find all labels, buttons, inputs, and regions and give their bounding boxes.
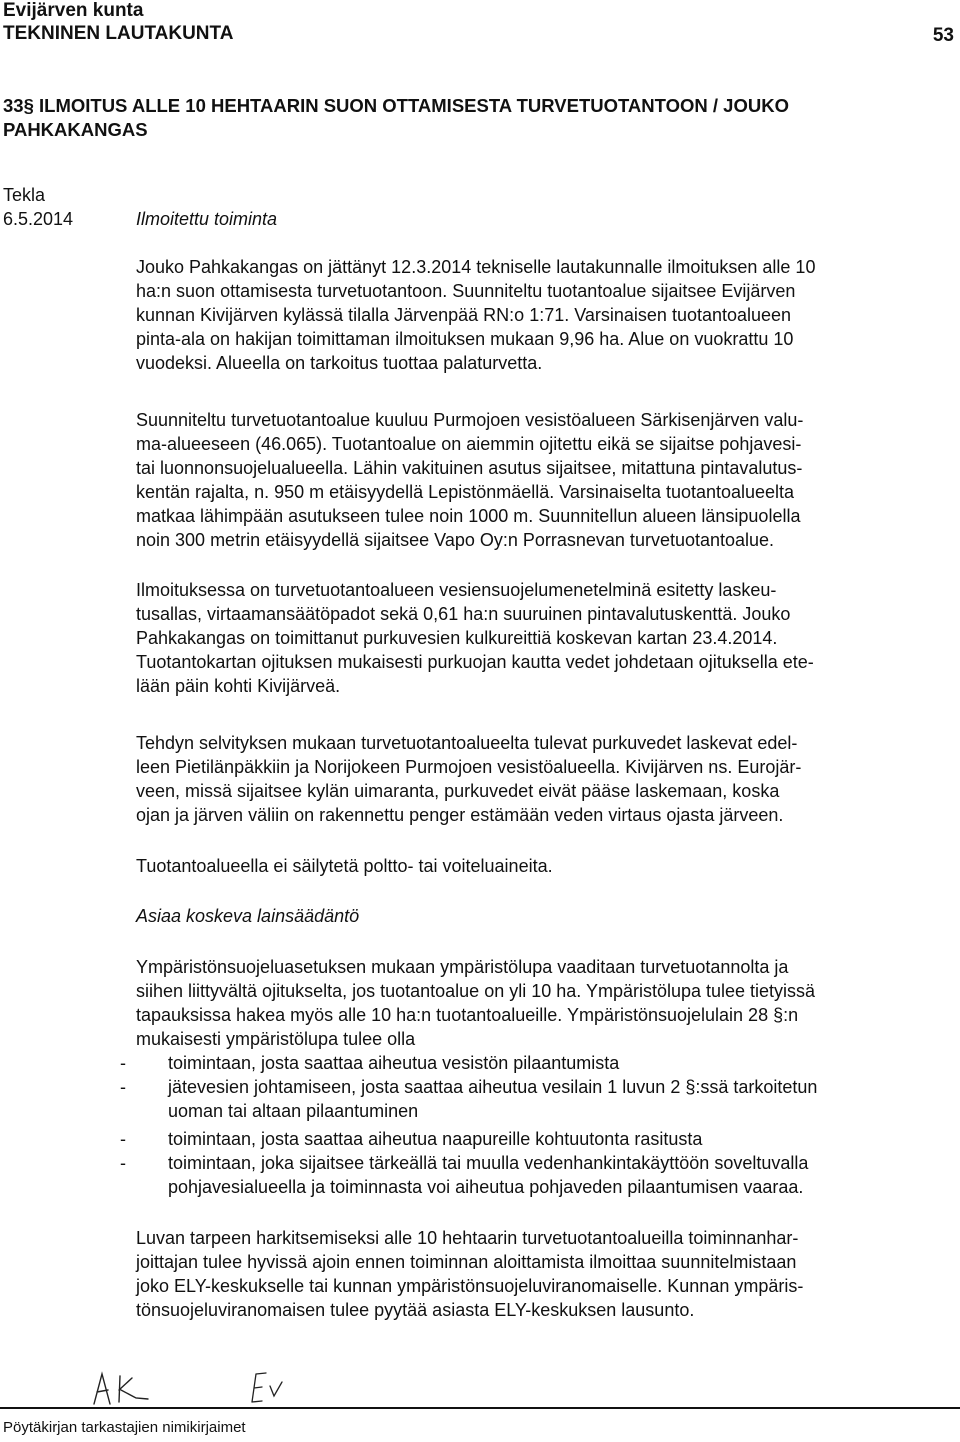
- list-item-text: uoman tai altaan pilaantuminen: [168, 1101, 419, 1121]
- page-number: 53: [932, 25, 954, 46]
- text-line: Tehdyn selvityksen mukaan turvetuotantoalueelta tulevat purkuvedet laskevat edel-: [136, 733, 798, 753]
- text-line: matkaa lähimpään asutukseen tulee noin 1000 m. Suunnitellun alueen länsipuolella: [136, 506, 801, 526]
- document-title: [3, 94, 948, 142]
- text-line: ma-alueeseen (46.065). Tuotantoalue on aiemmin ojitettu eikä se sijaitse pohjavesi-: [136, 434, 802, 454]
- paragraph-2: [136, 408, 951, 552]
- text-line: ojan ja järven väliin on rakennettu penger estämään veden virtaus ojasta järveen.: [136, 805, 784, 825]
- section-heading: Ilmoitettu toiminta: [136, 209, 278, 229]
- text-line: joko ELY-keskukselle tai kunnan ympäristönsuojeluviranomaiselle. Kunnan ympäris-: [136, 1276, 804, 1296]
- text-line: leen Pietilänpäkkiin ja Norijokeen Purmojoen vesistöalueella. Kivijärven ns. Eurojär-: [136, 757, 802, 777]
- paragraph-5: [136, 854, 951, 878]
- text-line: tapauksissa hakea myös alle 10 ha:n tuotantoalueille. Ympäristönsuojelulain 28 §:n: [136, 1005, 799, 1025]
- paragraph-3: [136, 578, 951, 698]
- text-line: vuodeksi. Alueella on tarkoitus tuottaa palaturvetta.: [136, 353, 543, 373]
- list-item-text: pohjavesialueella ja toiminnasta voi aiheutua pohjaveden pilaantumisen vaaraa.: [168, 1177, 804, 1197]
- text-line: Tuotantokartan ojituksen mukaisesti purkuojan kautta vedet johdetaan ojituksella ete-: [136, 652, 814, 672]
- text-line: kentän rajalta, n. 950 m etäisyydellä Lepistönmäellä. Varsinaiselta tuotantoalueelta: [136, 482, 795, 502]
- paragraph-4: [136, 731, 951, 827]
- text-line: ha:n suon ottamisesta turvetuotantoon. Suunniteltu tuotantoalue sijaitsee Evijärven: [136, 281, 796, 301]
- text-line: Tuotantoalueella ei säilytetä poltto- tai voiteluaineita.: [136, 856, 553, 876]
- text-line: Ilmoituksessa on turvetuotantoalueen vesiensuojelumenetelminä esitetty laskeu-: [136, 580, 777, 600]
- text-line: siihen liittyvältä ojitukselta, jos tuotantoalue on yli 10 ha. Ympäristölupa tulee tietyissä: [136, 981, 816, 1001]
- list-item-text: toimintaan, joka sijaitsee tärkeällä tai muulla vedenhankintakäyttöön soveltuvalla: [168, 1153, 809, 1173]
- department-name: TEKNINEN LAUTAKUNTA: [3, 23, 234, 44]
- final-paragraph: [136, 1226, 951, 1322]
- text-line: tai luonnonsuojelualueella. Lähin vakituinen asutus sijaitsee, mitattuna pintavalutus-: [136, 458, 803, 478]
- text-line: kunnan Kivijärven kylässä tilalla Järvenpää RN:o 1:71. Varsinaisen tuotantoalueen: [136, 305, 792, 325]
- paragraph-1: [136, 255, 951, 375]
- footer-divider: [0, 1407, 960, 1409]
- text-line: pinta-ala on hakijan toimittaman ilmoituksen mukaan 9,96 ha. Alue on vuokrattu 10: [136, 329, 794, 349]
- text-line: tusallas, virtaamansäätöpadot sekä 0,61 ha:n suuruinen pintavalutuskenttä. Jouko: [136, 604, 791, 624]
- text-line: Jouko Pahkakangas on jättänyt 12.3.2014 tekniselle lautakunnalle ilmoituksen alle 10: [136, 257, 816, 277]
- handwritten-initials-ev: [242, 1368, 292, 1408]
- footer-label: Pöytäkirjan tarkastajien nimikirjaimet: [3, 1419, 246, 1436]
- text-line: veen, missä sijaitsee kylän uimaranta, purkuvedet eivät pääse laskemaan, koska: [136, 781, 780, 801]
- title-line: PAHKAKANGAS: [3, 119, 148, 140]
- text-line: Luvan tarpeen harkitsemiseksi alle 10 hehtaarin turvetuotantoalueilla toiminnanhar-: [136, 1228, 799, 1248]
- text-line: Suunniteltu turvetuotantoalue kuuluu Purmojoen vesistöalueen Särkisenjärven valu-: [136, 410, 804, 430]
- law-heading: Asiaa koskeva lainsäädäntö: [136, 906, 360, 926]
- text-line: Ympäristönsuojeluasetuksen mukaan ympäristölupa vaaditaan turvetuotannolta ja: [136, 957, 789, 977]
- list-item-text: jätevesien johtamiseen, josta saattaa aiheutua vesilain 1 luvun 2 §:ssä tarkoitetun: [168, 1077, 818, 1097]
- author-label: Tekla: [3, 185, 46, 205]
- text-line: noin 300 metrin etäisyydellä sijaitsee Vapo Oy:n Porrasnevan turvetuotantoalue.: [136, 530, 775, 550]
- law-paragraph: [136, 955, 951, 1051]
- title-line: 33§ ILMOITUS ALLE 10 HEHTAARIN SUON OTTAMISESTA TURVETUOTANTOON / JOUKO: [3, 95, 789, 116]
- handwritten-initials-ak: [88, 1368, 158, 1408]
- text-line: lään päin kohti Kivijärveä.: [136, 676, 341, 696]
- organization-name: Evijärven kunta: [3, 0, 144, 21]
- text-line: tönsuojeluviranomaisen tulee pyytää asiasta ELY-keskuksen lausunto.: [136, 1300, 695, 1320]
- text-line: joittajan tulee hyvissä ajoin ennen toiminnan aloittamista ilmoittaa suunnitelmistaan: [136, 1252, 797, 1272]
- list-item-text: toimintaan, josta saattaa aiheutua vesistön pilaantumista: [168, 1053, 620, 1073]
- text-line: mukaisesti ympäristölupa tulee olla: [136, 1029, 416, 1049]
- list-item-text: toimintaan, josta saattaa aiheutua naapureille kohtuutonta rasitusta: [168, 1129, 703, 1149]
- document-date: 6.5.2014: [3, 209, 74, 229]
- text-line: Pahkakangas on toimittanut purkuvesien kulkureittiä koskevan kartan 23.4.2014.: [136, 628, 778, 648]
